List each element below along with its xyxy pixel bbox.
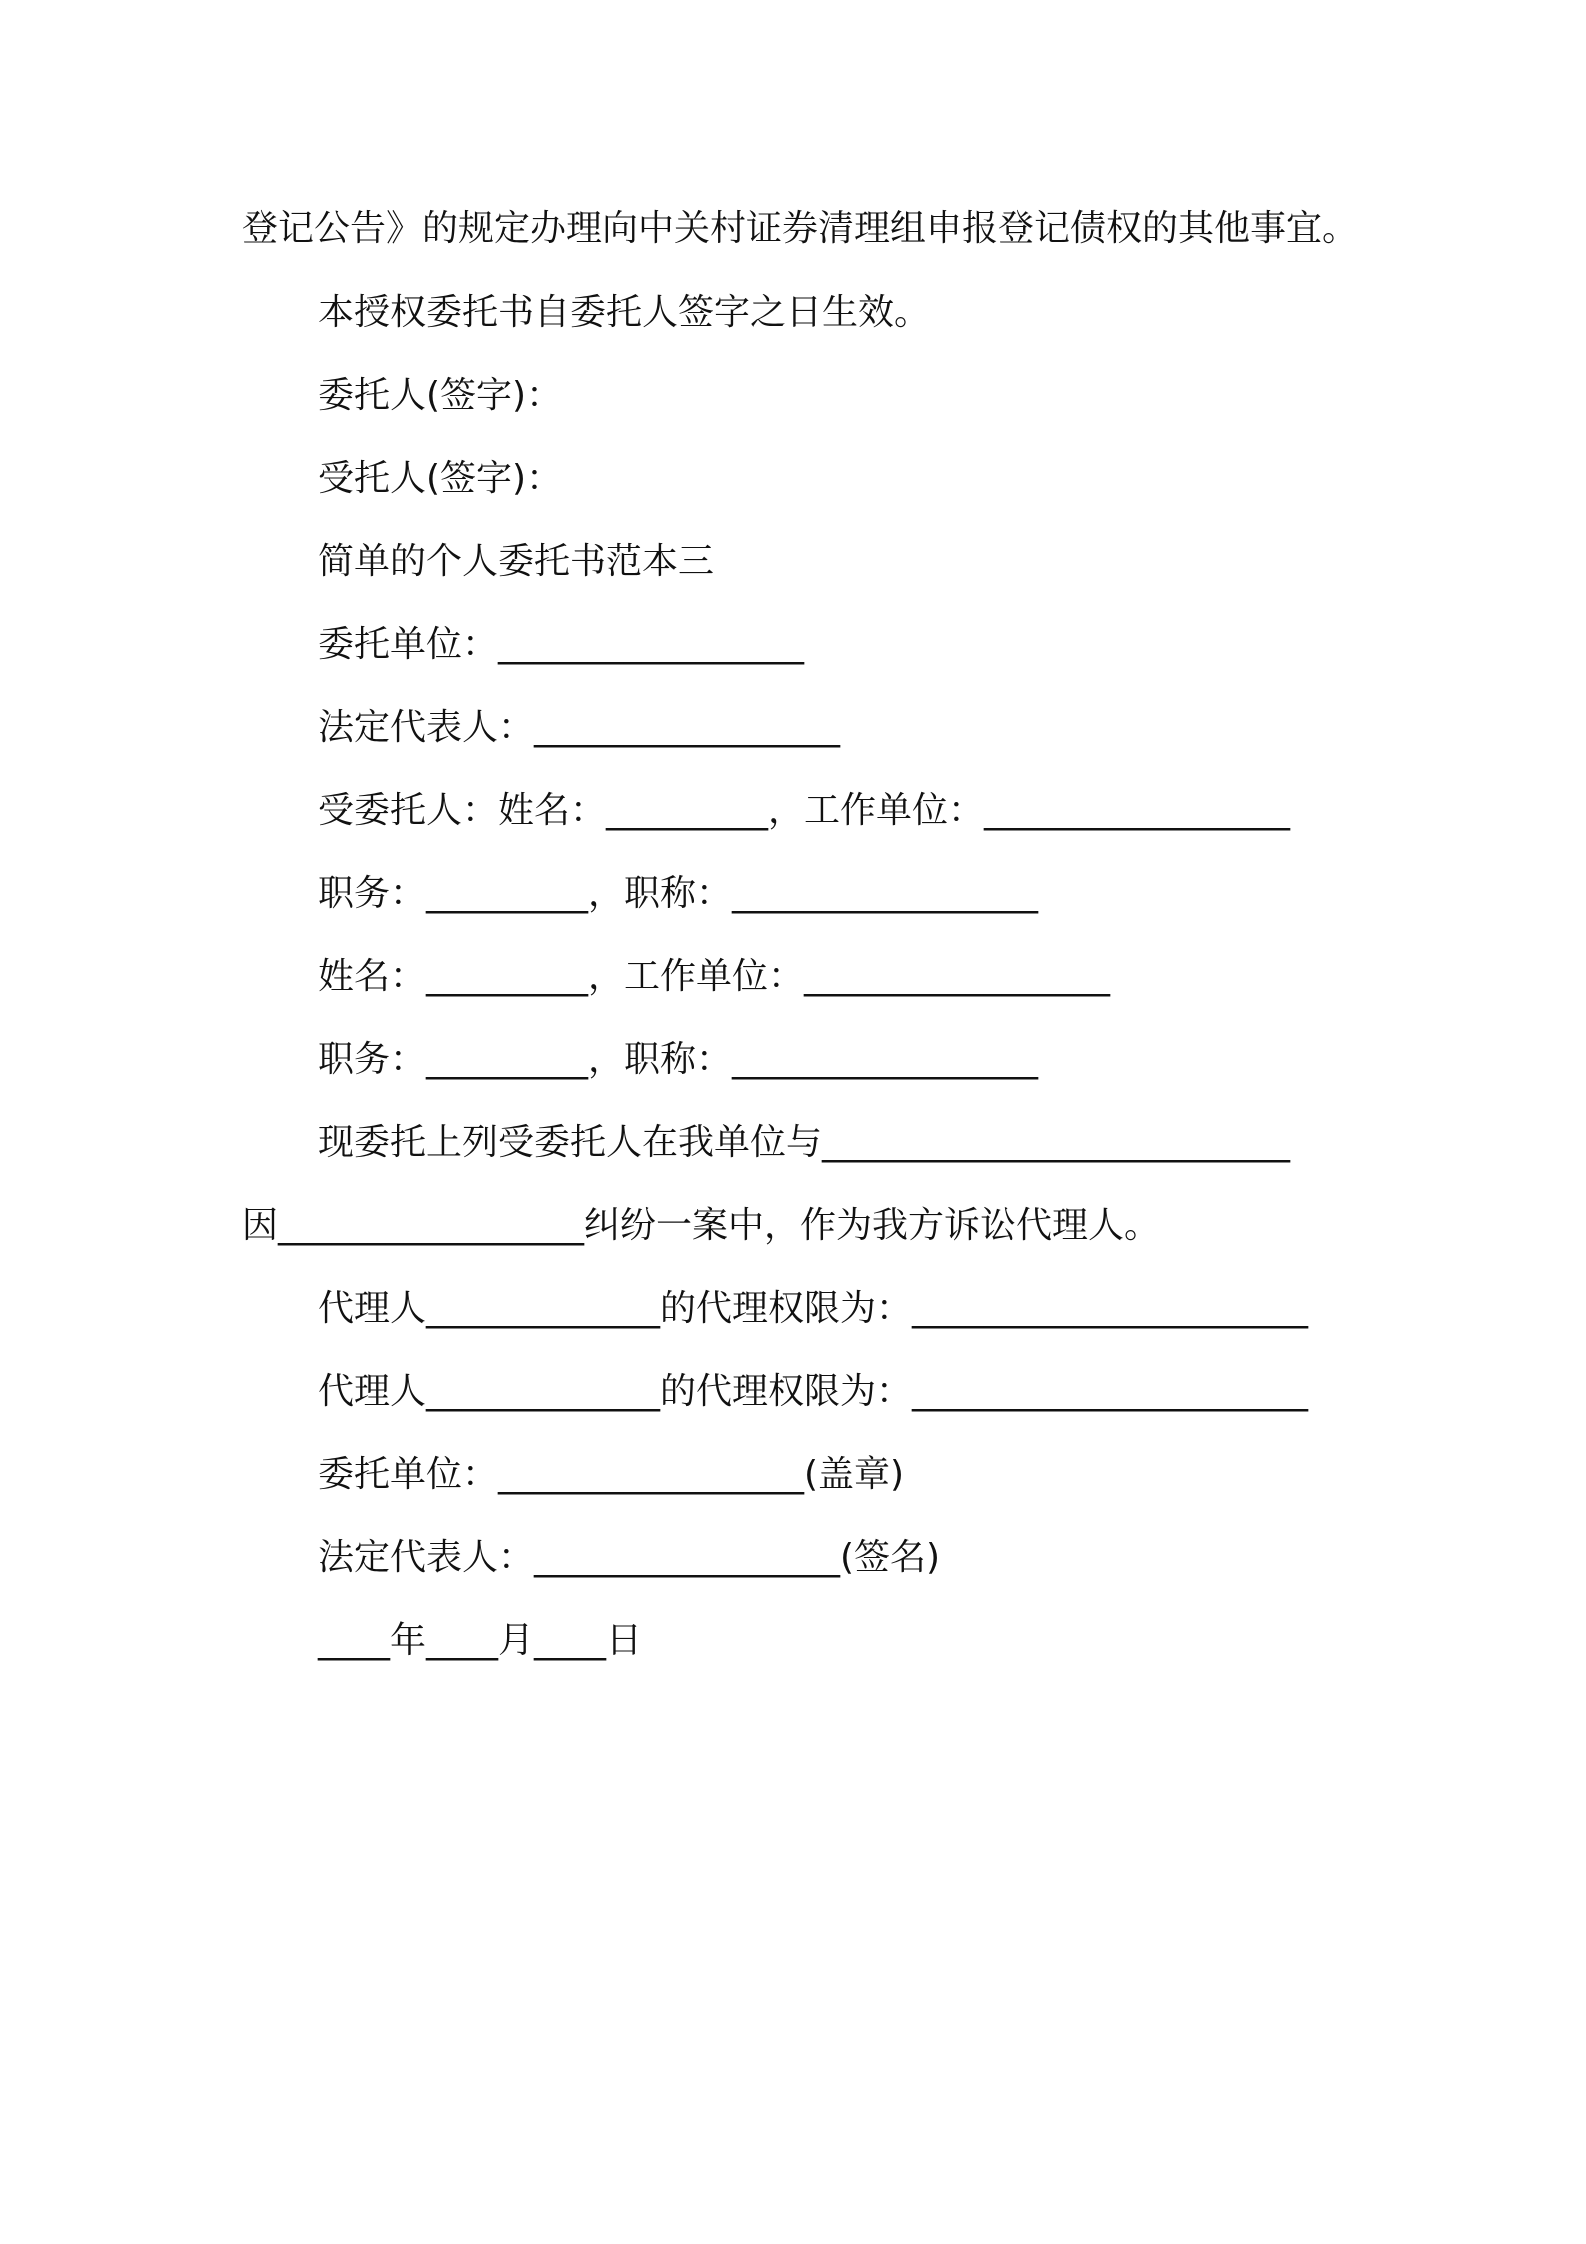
agent-authority-field-1: 代理人_____________的代理权限为：______________________ <box>318 1288 1309 1329</box>
effective-clause: 本授权委托书自委托人签字之日生效。 <box>318 292 931 333</box>
legal-representative-signature-field: 法定代表人：_________________(签名) <box>318 1537 941 1578</box>
dispute-statement: 因_________________纠纷一案中，作为我方诉讼代理人。 <box>242 1205 1161 1246</box>
entrusting-unit-field: 委托单位：_________________ <box>318 624 805 665</box>
agent-signature-label: 受托人(签字)： <box>318 458 563 499</box>
name-workplace-field-2: 姓名：_________，工作单位：_________________ <box>318 956 1111 997</box>
position-title-field-2: 职务：_________，职称：_________________ <box>318 1039 1039 1080</box>
entrustee-name-workplace-field: 受委托人：姓名：_________，工作单位：_________________ <box>318 790 1291 831</box>
section-heading: 简单的个人委托书范本三 <box>318 541 715 582</box>
entrusting-unit-seal-field: 委托单位：_________________(盖章) <box>318 1454 905 1495</box>
principal-signature-label: 委托人(签字)： <box>318 375 563 416</box>
continuation-paragraph: 登记公告》的规定办理向中关村证券清理组申报登记债权的其他事宜。 <box>242 208 1359 249</box>
date-field: ____年____月____日 <box>318 1620 643 1661</box>
position-title-field-1: 职务：_________，职称：_________________ <box>318 873 1039 914</box>
entrustment-statement: 现委托上列受委托人在我单位与__________________________ <box>318 1122 1291 1163</box>
agent-authority-field-2: 代理人_____________的代理权限为：______________________ <box>318 1371 1309 1412</box>
legal-representative-field: 法定代表人：_________________ <box>318 707 841 748</box>
